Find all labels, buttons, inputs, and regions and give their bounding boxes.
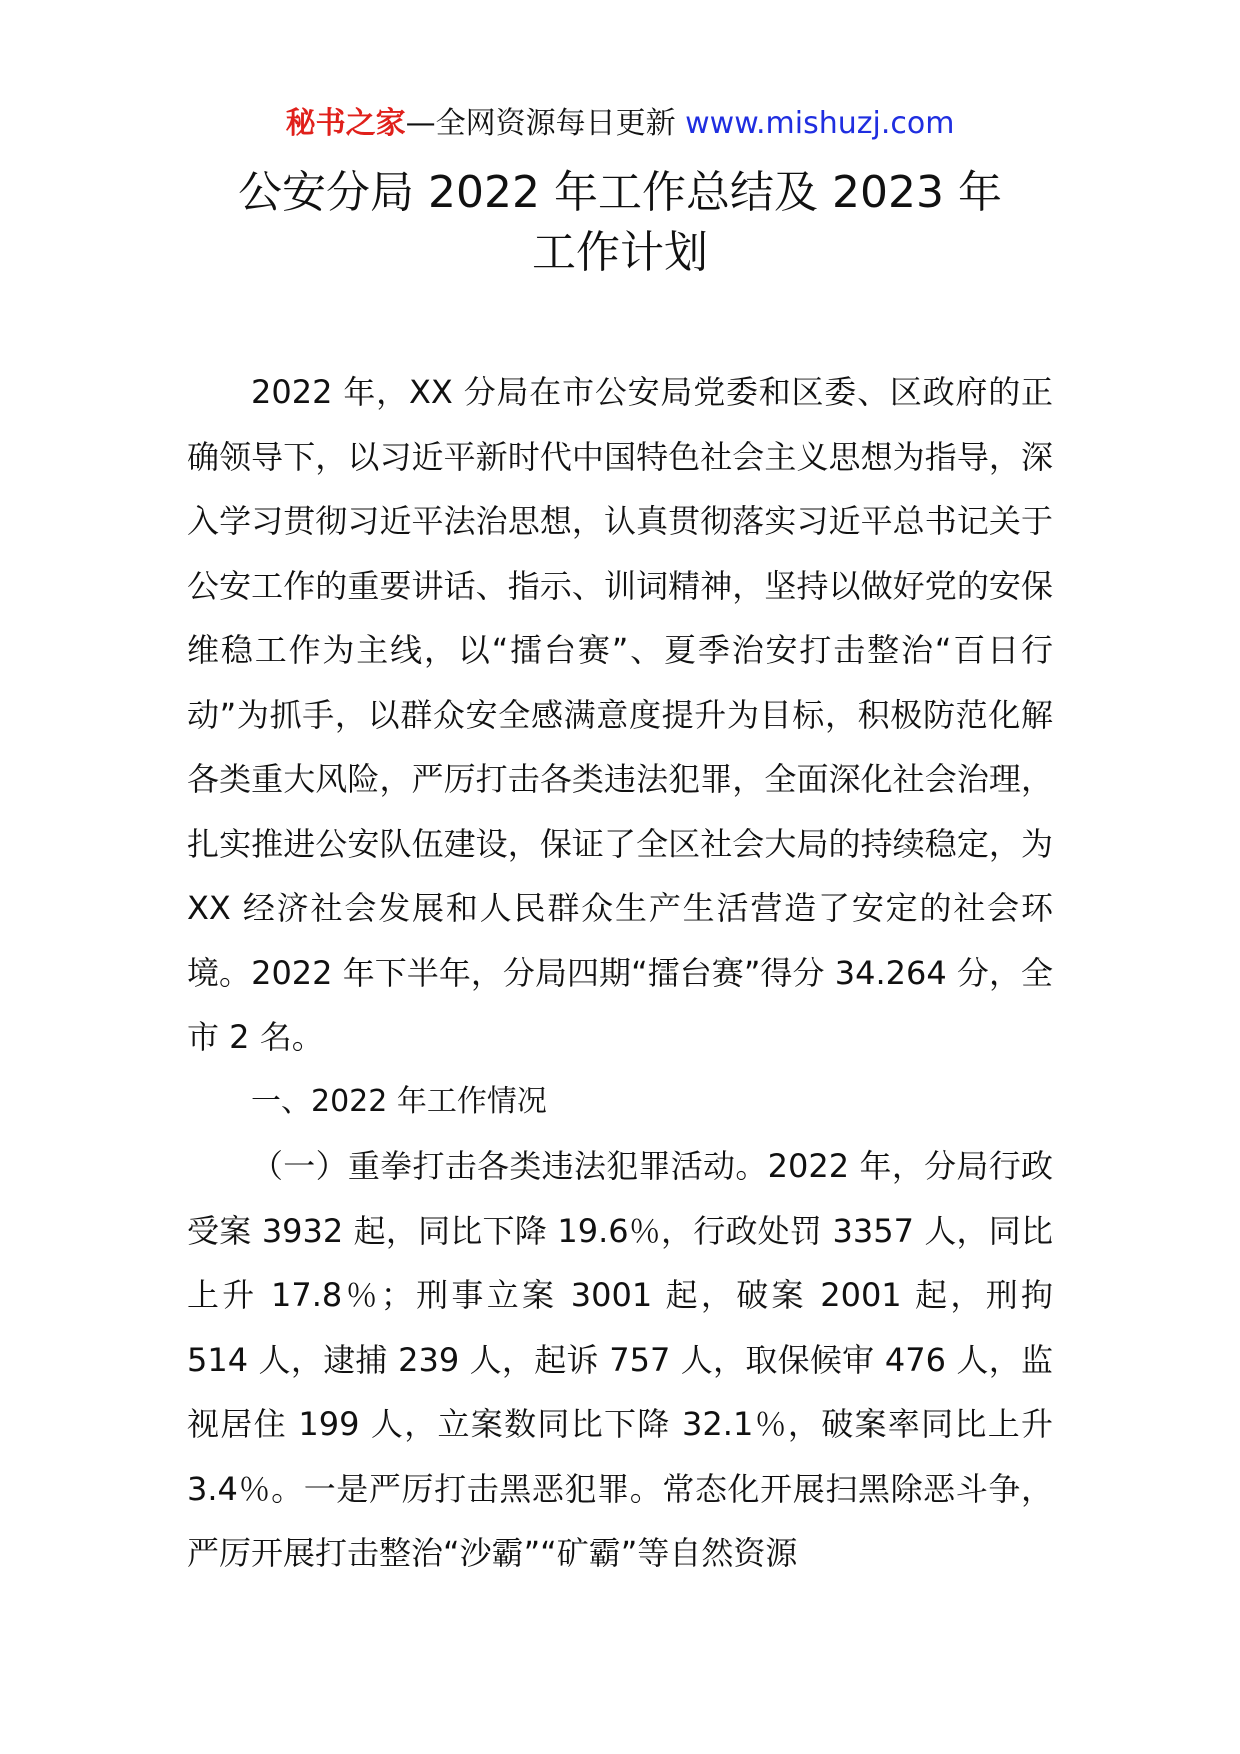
- section-paragraph: （一）重拳打击各类违法犯罪活动。2022 年，分局行政受案 3932 起，同比下降 19.6％，行政处罚 3357 人，同比上升 17.8％；刑事立案 3001 起，破案 2001 起，刑拘 514 人，逮捕 239 人，起诉 757 人，取保候审 476 人，监视居住 199 人，立案数同比下降 32.1％，破案率同比上升 3.4％。一是严厉打击黑恶犯罪。常态化开展扫黑除恶斗争，严厉开展打击整治“沙霸”“矿霸”等自然资源: [187, 1147, 1053, 1572]
- brand-name: 秘书之家: [285, 106, 406, 141]
- brand-tagline: —全网资源每日更新: [405, 106, 676, 141]
- intro-paragraph: 2022 年，XX 分局在市公安局党委和区委、区政府的正确领导下，以习近平新时代中国特色社会主义思想为指导，深入学习贯彻习近平法治思想，认真贯彻落实习近平总书记关于公安工作的重要讲话、指示、训词精神，坚持以做好党的安保维稳工作为主线，以“擂台赛”、夏季治安打击整治“百日行动”为抓手，以群众安全感满意度提升为目标，积极防范化解各类重大风险，严厉打击各类违法犯罪，全面深化社会治理，扎实推进公安队伍建设，保证了全区社会大局的持续稳定，为 XX 经济社会发展和人民群众生产生活营造了安定的社会环境。2022 年下半年，分局四期“擂台赛”得分 34.264 分，全市 2 名。: [187, 373, 1053, 1056]
- section-heading: 一、2022 年工作情况: [251, 1083, 547, 1119]
- document-body: [187, 360, 1053, 1586]
- site-url-link[interactable]: www.mishuzj.com: [685, 106, 955, 141]
- document-title: [0, 163, 1240, 283]
- watermark-header: [0, 104, 1240, 144]
- title-line-1: 公安分局 2022 年工作总结及 2023 年: [238, 167, 1002, 218]
- title-line-2: 工作计划: [532, 227, 708, 278]
